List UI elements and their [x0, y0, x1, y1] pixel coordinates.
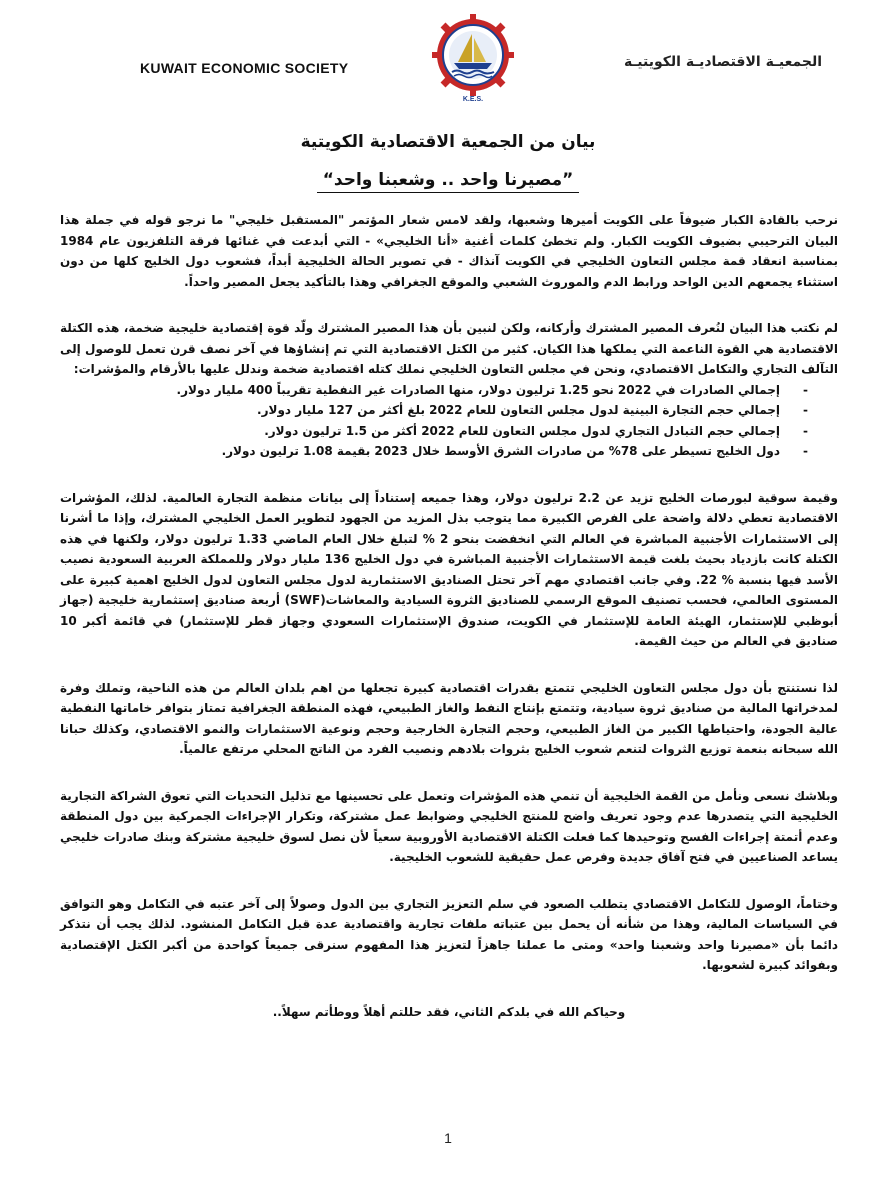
- list-item: - دول الخليج تسيطر على 78% من صادرات الشرق الأوسط خلال 2023 بقيمة 1.08 ترليون دولار.: [60, 441, 808, 462]
- list-item: - إجمالي الصادرات في 2022 نحو 1.25 ترليون دولار، منها الصادرات غير النفطية تقريباً 400 مليار دولار.: [60, 380, 808, 401]
- org-name-arabic: الجمعيـة الاقتصاديـة الكويتيـة: [624, 54, 822, 70]
- subtitle-text: ”مصيرنا واحد .. وشعبنا واحد“: [317, 170, 580, 193]
- closing-line: وحياكم الله في بلدكم الثاني، فقد حللتم أهلاً ووطأتم سهلاً..: [272, 1004, 626, 1019]
- paragraph-capabilities: لذا نستنتج بأن دول مجلس التعاون الخليجي تتمتع بقدرات اقتصادية كبيرة تجعلها من اهم بلدان العالم من هذه الناحية، وتملك وفرة لمدخراتها المالية من صناديق ثروة سيادية، وتتمتع بإنتاج النفط والغاز الطبيعي، فهذه المنطقة الجغرافية تمتاز بتوافر خاماتها النفطية عالية الجودة، واحتياطها الكبير من الغاز الطبيعي، وحجم التجارة الخارجية وحجم ونوعية الاستثمارات والنمو الاقتصادي، وكذلك حبانا الله سبحانه بنعمة توزيع الثروات لتنعم شعوب الخليج بثروات بلادهم ونصيب الفرد من الناتج المحلي مرتفع عالمياً.: [60, 680, 838, 756]
- paragraph-intro: نرحب بالقادة الكبار ضيوفاً على الكويت أميرها وشعبها، ولقد لامس شعار المؤتمر "المستقبل خليجي" ما نرجو قوله في جملة هذا البيان الترحيبي بضيوف الكويت الكبار. ولم تخطئ كلمات أغنية «أنا الخليجي» - التي أبدعت في غنائها فرقة التلفزيون عام 1984 بمناسبة انعقاد قمة مجلس التعاون الخليجي في الكويت آنذاك - في تصوير الحالة الخليجية أبداً، فشعوب دول الخليج كلها من دون استثناء يجمعهم الدين الواحد ورابط الدم والموروث الشعبي والموقع الجغرافي وهذا بالتأكيد يجعل المصير واحداً.: [60, 213, 838, 289]
- list-item: - إجمالي حجم التبادل التجاري لدول مجلس التعاون للعام 2022 أكثر من 1.5 ترليون دولار.: [60, 421, 808, 442]
- indicators-list: [60, 380, 808, 462]
- logo-caption: K.E.S.: [462, 96, 484, 103]
- list-item: - إجمالي حجم التجارة البينية لدول مجلس التعاون للعام 2022 بلغ أكثر من 127 مليار دولار.: [60, 400, 808, 421]
- paragraph-conclusion: وختاماً، الوصول للتكامل الاقتصادي يتطلب الصعود في سلم التعزيز التجاري بين الدول وصولاً إلى آخر عتبه في التكامل وهو التوافق في السياسات المالية، وهذا من شأنه أن يحمل بين عتباته ملفات تجارية واقتصادية عدة قبل التكامل المنشود. لذلك يجب أن نتذكر دائما بأن «مصيرنا واحد وشعبنا واحد» ومتى ما عملنا جاهزاً لتعزيز هذا المفهوم سنرقى جميعاً كواحدة من أكبر الكتل الإقتصادية وبفوائد كبيرة لشعوبها.: [60, 896, 838, 972]
- org-name-english: KUWAIT ECONOMIC SOCIETY: [140, 60, 349, 76]
- paragraph-markets: وقيمة سوقية لبورصات الخليج تزيد عن 2.2 ترليون دولار، وهذا جميعه إستناداً إلى بيانات منظمة التجارة العالمية. لذلك، المؤشرات الاقتصادية تعطي دلالة واضحة على الفرص الكبيرة مما يتوجب بذل المزيد من الجهود لتطوير العمل الخليجي المشترك، وإذا ما أشرنا إلى الاستثمارات الأجنبية المباشرة في العالم التي انخفضت بنحو 2 % لتبلغ خلال العام الماضي 1.33 ترليون دولار، ولكنها في هذه الكتلة كانت بازدياد بحيث بلغت قيمة الاستثمارات الأجنبية المباشرة في دول الخليج 136 مليار دولار وللمملكة العربية السعودية نصيب الأسد فيها بنسبة % 22. وفي جانب اقتصادي مهم آخر تحتل الصناديق الاستثمارية لدول مجلس التعاون لدول الخليج اهمية كبيرة على المستوى العالمي، فحسب تصنيف الموقع الرسمي للصناديق الثروة السيادية والمعاشات(SWF) أربعة صناديق إستثمارية خليجية (جهاز أبوظبي للإستثمار، الهيئة العامة للإستثمار في الكويت، صندوق الإستثمارات السعودي وجهاز قطر للإستثمار) في قائمة أكبر 10 صناديق في العالم من حيث القيمة.: [60, 490, 839, 648]
- page-number: 1: [444, 1130, 452, 1146]
- letterhead: [0, 14, 896, 114]
- paragraph-indicators: [60, 318, 838, 462]
- statement-subtitle: [0, 170, 896, 190]
- statement-title: بيان من الجمعية الاقتصادية الكويتية: [300, 132, 596, 152]
- paragraph-indicators-text: لم نكتب هذا البيان لنُعرف المصير المشترك وأركانه، ولكن لنبين بأن هذا المصير المشترك ولّد قوة إقتصادية خليجية ضخمة، هذه الكتلة الاقتصادية هي القوة الناعمة التي يملكها هذا الكيان. كثير من الكتل الاقتصادية التي تم إنشاؤها في آخر نصف قرن تعمل للوصول إلى التآلف التجاري والتكامل الاقتصادي، ونحن في مجلس التعاون الخليجي نملك كتله اقتصادية ضخمة وندلل عليها بالأرقام والمؤشرات:: [60, 321, 838, 376]
- kes-logo-icon: [432, 14, 514, 96]
- statement-body: [60, 210, 838, 1048]
- paragraph-hopes: وبلاشك نسعى ونأمل من القمة الخليجية أن تنمي هذه المؤشرات وتعمل على تحسينها مع تذليل التحديات التي تعوق الشراكة التجارية الخليجية التي يتصدرها عدم وجود تعريف واضح للمنتج الخليجي وضوابط عمل مشتركة، وتكرار الإجراءات الجمركية بين دول المنطقة وعدم أتمتة إجراءات الفسح وتوحيدها كما فعلت الكتلة الاقتصادية الأوروبية سعياً لأن نصل لسوق خليجية مشتركة وبنك صادرات خليجي يساعد الصناعيين في فتح آفاق جديدة وفرص عمل حقيقية للشعوب الخليجية.: [60, 788, 838, 864]
